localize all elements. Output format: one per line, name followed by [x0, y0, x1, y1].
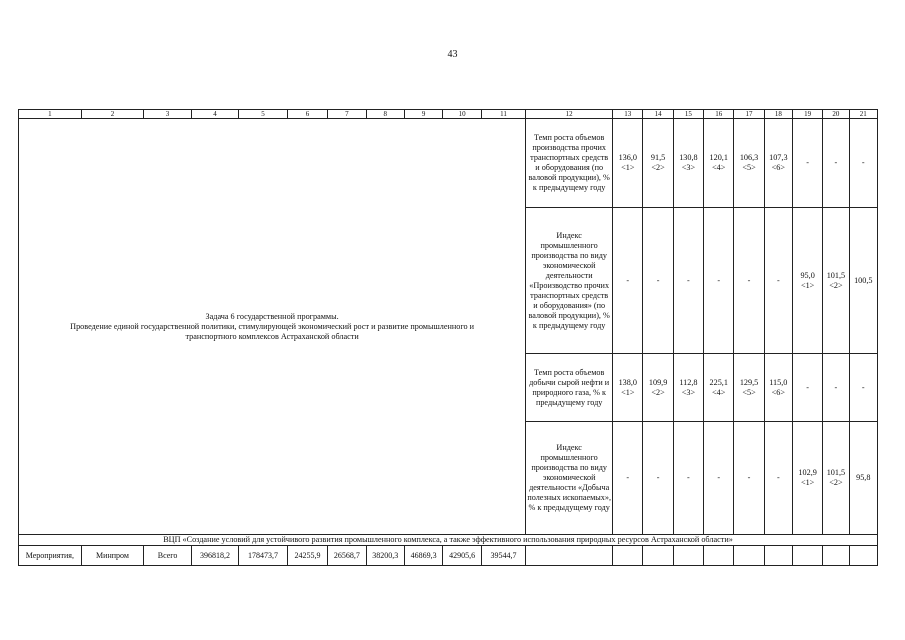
- column-number: 4: [191, 110, 238, 119]
- indicator-value: 136,0 <1>: [613, 119, 643, 208]
- indicator-value: -: [613, 422, 643, 535]
- indicator-value: -: [673, 422, 703, 535]
- empty-cell: [704, 546, 734, 566]
- activity-cell: 396818,2: [191, 546, 238, 566]
- indicator-value: 95,8: [849, 422, 877, 535]
- indicator-value: -: [764, 422, 792, 535]
- indicator-value: -: [734, 208, 764, 354]
- column-number: 11: [481, 110, 525, 119]
- indicator-value: 100,5: [849, 208, 877, 354]
- activity-cell: 178473,7: [239, 546, 288, 566]
- column-number: 14: [643, 110, 673, 119]
- indicator-value: 101,5 <2>: [823, 208, 849, 354]
- indicator-value: 109,9 <2>: [643, 354, 673, 422]
- indicator-value: 95,0 <1>: [792, 208, 822, 354]
- indicator-value: 101,5 <2>: [823, 422, 849, 535]
- empty-cell: [792, 546, 822, 566]
- column-number: 15: [673, 110, 703, 119]
- indicator-value: -: [673, 208, 703, 354]
- column-number: 7: [328, 110, 366, 119]
- indicator-name: Темп роста объемов добычи сырой нефти и природного газа, % к предыдущему году: [526, 354, 613, 422]
- activity-row: [19, 546, 878, 566]
- indicator-value: -: [643, 208, 673, 354]
- empty-cell: [734, 546, 764, 566]
- indicator-value: -: [734, 422, 764, 535]
- activity-cell: 46869,3: [404, 546, 442, 566]
- indicator-value: 130,8 <3>: [673, 119, 703, 208]
- empty-cell: [526, 546, 613, 566]
- column-number: 1: [19, 110, 82, 119]
- indicator-value: -: [792, 354, 822, 422]
- column-number: 16: [704, 110, 734, 119]
- indicator-value: -: [764, 208, 792, 354]
- indicator-value: -: [823, 354, 849, 422]
- indicator-value: 115,0 <6>: [764, 354, 792, 422]
- empty-cell: [613, 546, 643, 566]
- indicator-value: 91,5 <2>: [643, 119, 673, 208]
- indicator-name: Индекс промышленного производства по виду экономической деятельности «Производство прочих транспортных средств и оборудования» (по валовой продукции), % к предыдущему году: [526, 208, 613, 354]
- activity-cell: Мероприятия,: [19, 546, 82, 566]
- column-number: 2: [81, 110, 144, 119]
- indicator-row: [19, 119, 878, 208]
- empty-cell: [823, 546, 849, 566]
- vcp-title: ВЦП «Создание условий для устойчивого развития промышленного комплекса, а также эффективного использования природных ресурсов Астраханской области»: [19, 535, 878, 546]
- indicator-value: 120,1 <4>: [704, 119, 734, 208]
- column-number: 8: [366, 110, 404, 119]
- empty-cell: [643, 546, 673, 566]
- indicator-value: -: [849, 354, 877, 422]
- indicator-value: -: [704, 422, 734, 535]
- column-number: 5: [239, 110, 288, 119]
- activity-cell: 24255,9: [287, 546, 327, 566]
- page-number: 43: [447, 49, 458, 60]
- task-title: Задача 6 государственной программы.: [205, 311, 339, 321]
- activity-cell: Всего: [144, 546, 191, 566]
- empty-cell: [673, 546, 703, 566]
- indicator-value: -: [613, 208, 643, 354]
- column-number: 9: [404, 110, 442, 119]
- indicator-value: -: [849, 119, 877, 208]
- indicator-value: -: [643, 422, 673, 535]
- indicator-value: 225,1 <4>: [704, 354, 734, 422]
- empty-cell: [849, 546, 877, 566]
- column-number: 10: [443, 110, 481, 119]
- column-number: 19: [792, 110, 822, 119]
- column-number-row: [19, 110, 878, 119]
- indicator-value: 107,3 <6>: [764, 119, 792, 208]
- program-table: [18, 109, 878, 566]
- activity-cell: 39544,7: [481, 546, 525, 566]
- column-number: 18: [764, 110, 792, 119]
- column-number: 12: [526, 110, 613, 119]
- indicator-value: -: [704, 208, 734, 354]
- indicator-value: 138,0 <1>: [613, 354, 643, 422]
- column-number: 21: [849, 110, 877, 119]
- column-number: 17: [734, 110, 764, 119]
- indicator-value: -: [792, 119, 822, 208]
- indicator-value: -: [823, 119, 849, 208]
- indicator-value: 106,3 <5>: [734, 119, 764, 208]
- task-description: [19, 119, 526, 535]
- indicator-value: 102,9 <1>: [792, 422, 822, 535]
- column-number: 20: [823, 110, 849, 119]
- activity-cell: 42905,6: [443, 546, 481, 566]
- column-number: 13: [613, 110, 643, 119]
- activity-cell: 38200,3: [366, 546, 404, 566]
- vcp-row: [19, 535, 878, 546]
- indicator-value: 112,8 <3>: [673, 354, 703, 422]
- column-number: 6: [287, 110, 327, 119]
- activity-cell: Минпром: [81, 546, 144, 566]
- task-line: Проведение единой государственной политики, стимулирующей экономический рост и развитие промышленного и: [70, 321, 475, 331]
- column-number: 3: [144, 110, 191, 119]
- empty-cell: [764, 546, 792, 566]
- task-line: транспортного комплексов Астраханской области: [185, 331, 359, 341]
- indicator-name: Индекс промышленного производства по виду экономической деятельности «Добыча полезных ископаемых», % к предыдущему году: [526, 422, 613, 535]
- activity-cell: 26568,7: [328, 546, 366, 566]
- indicator-name: Темп роста объемов производства прочих транспортных средств и оборудования (по валовой продукции), % к предыдущему году: [526, 119, 613, 208]
- indicator-value: 129,5 <5>: [734, 354, 764, 422]
